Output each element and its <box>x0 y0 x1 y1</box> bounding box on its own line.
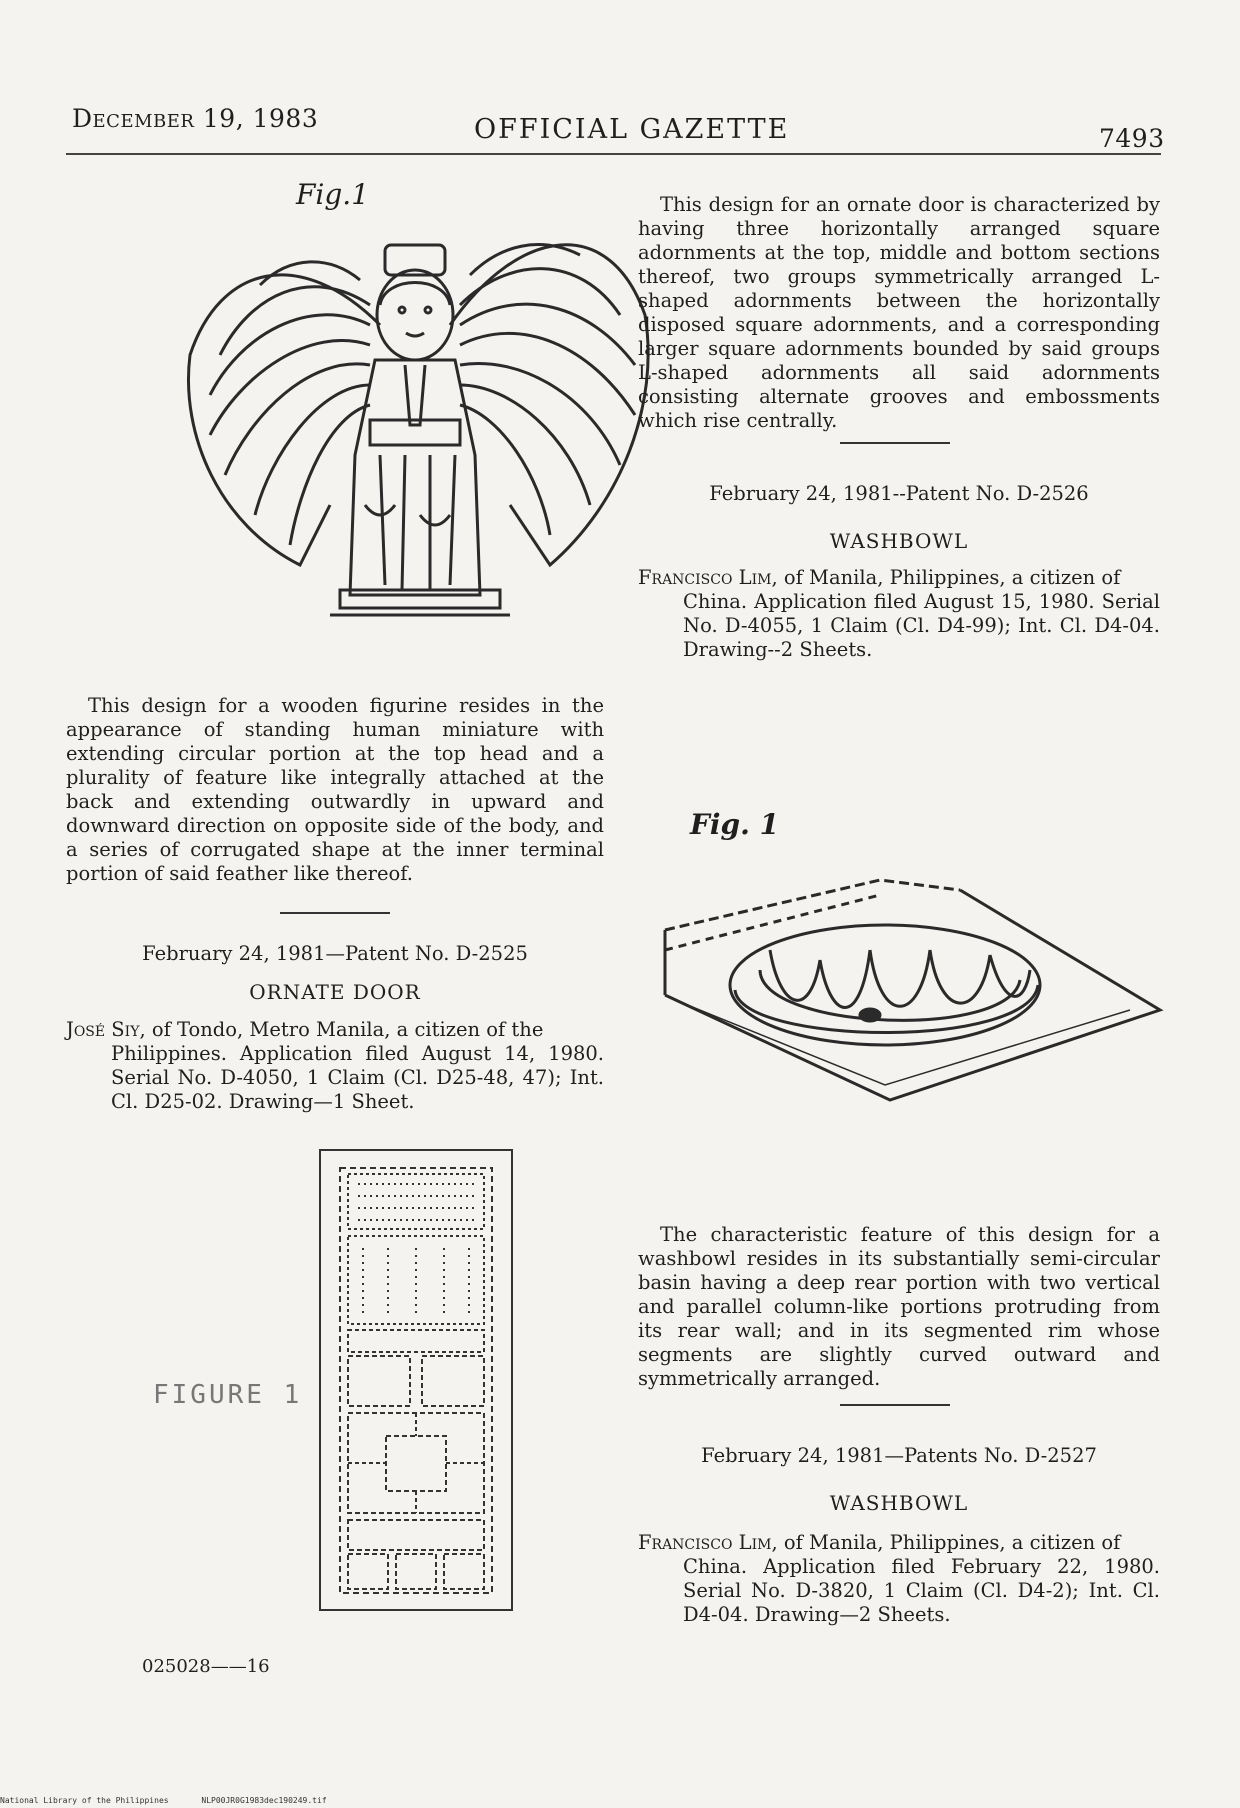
figurine-fig-label: Fig.1 <box>296 178 370 211</box>
ornate-door-figure-label: FIGURE 1 <box>153 1380 303 1410</box>
patent-d2526-title: WASHBOWL <box>829 529 969 553</box>
washbowl-fig-label: Fig. 1 <box>690 808 780 841</box>
page-number: 7493 <box>1099 124 1165 153</box>
header-rule <box>66 153 1161 155</box>
patent-d2526-date-line: February 24, 1981--Patent No. D-2526 <box>709 482 1089 505</box>
scan-file-id: NLP00JR0G1983dec190249.tif <box>201 1796 327 1805</box>
scan-source-line <box>0 1796 327 1805</box>
patent-d2525-details-first: , of Tondo, Metro Manila, a citizen of the <box>139 1018 544 1041</box>
section-divider <box>840 442 950 444</box>
figurine-description: This design for a wooden figurine resides in the appearance of standing human miniature with extending circular portion at the top head and a plurality of feature like integrally attached at the back and extending outwardly in upward and downward direction on opposite side of the body, and a series of corrugated shape at the inner terminal portion of said feather like thereof. <box>66 694 604 885</box>
library-credit: National Library of the Philippines <box>0 1796 169 1805</box>
patent-d2527-details <box>638 1531 1160 1627</box>
patent-d2525-details <box>66 1018 604 1114</box>
patent-d2527-inventor: Francisco Lim <box>638 1531 772 1554</box>
patent-d2527-details-first: , of Manila, Philippines, a citizen of <box>771 1531 1121 1554</box>
patent-d2526-inventor: Francisco Lim <box>638 566 772 589</box>
patent-d2526-details-first: , of Manila, Philippines, a citizen of <box>771 566 1121 589</box>
ornate-door-description: This design for an ornate door is characterized by having three horizontally arranged square adornments at the top, middle and bottom sections thereof, two groups symmetrically arranged L-shaped adornments between the horizontally disposed square adornments, and a corresponding larger square adornments bounded by said groups L-shaped adornments all said adornments consisting alternate grooves and embossments which rise centrally. <box>638 193 1160 432</box>
patent-d2525-date-line: February 24, 1981—Patent No. D-2525 <box>142 942 528 965</box>
patent-d2525-details-rest: Philippines. Application filed August 14, 1980. Serial No. D-4050, 1 Claim (Cl. D25-48, 47); Int. Cl. D25-02. Drawing—1 Sheet. <box>111 1042 604 1113</box>
patent-d2525-title: ORNATE DOOR <box>249 980 421 1004</box>
section-divider <box>840 1404 950 1406</box>
page-footer-code: 025028——16 <box>142 1656 270 1677</box>
ornate-door-drawing <box>318 1148 518 1613</box>
washbowl-drawing <box>660 870 1170 1105</box>
patent-d2526-details <box>638 566 1160 662</box>
gazette-date: December 19, 1983 <box>72 104 319 133</box>
patent-d2527-title: WASHBOWL <box>829 1491 969 1515</box>
section-divider <box>280 912 390 914</box>
patent-d2527-date-line: February 24, 1981—Patents No. D-2527 <box>701 1444 1097 1467</box>
gazette-title: OFFICIAL GAZETTE <box>474 114 790 145</box>
angel-figurine-drawing <box>180 205 660 675</box>
washbowl-description: The characteristic feature of this design for a washbowl resides in its substantially semi-circular basin having a deep rear portion with two vertical and parallel column-like portions protruding from its rear wall; and in its segmented rim whose segments are slightly curved outward and symmetrically arranged. <box>638 1223 1160 1390</box>
patent-d2525-inventor: José Siy <box>66 1018 140 1041</box>
patent-d2526-details-rest: China. Application filed August 15, 1980. Serial No. D-4055, 1 Claim (Cl. D4-99); Int. Cl. D4-04. Drawing--2 Sheets. <box>683 590 1160 661</box>
patent-d2527-details-rest: China. Application filed February 22, 1980. Serial No. D-3820, 1 Claim (Cl. D4-2); Int. Cl. D4-04. Drawing—2 Sheets. <box>683 1555 1160 1626</box>
